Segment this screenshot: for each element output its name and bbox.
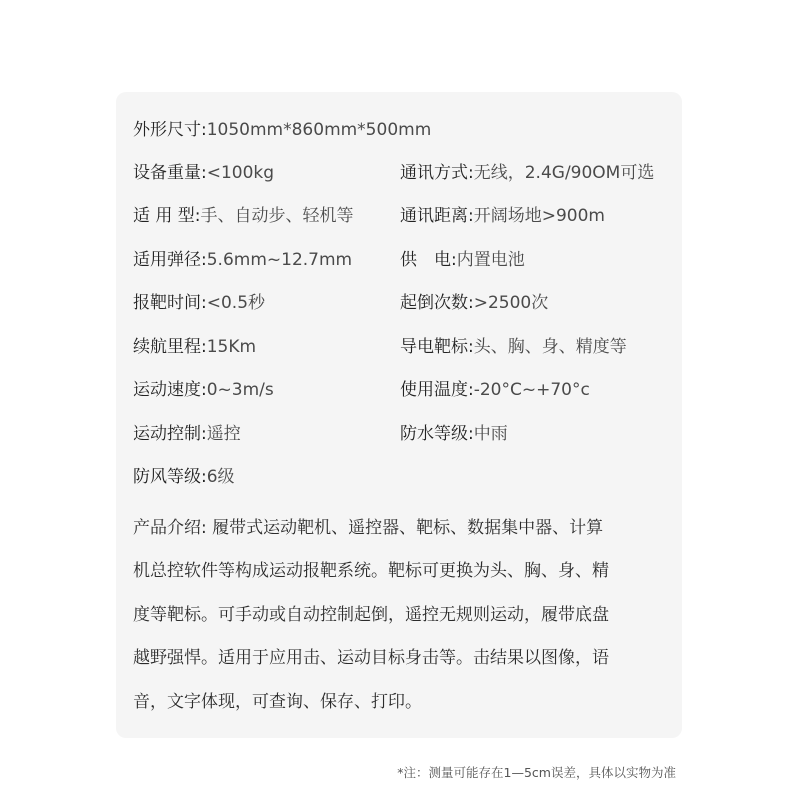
spec-label: 起倒次数:	[400, 293, 474, 313]
spec-label: 适用弹径:	[133, 250, 207, 270]
spec-row-dimensions	[133, 119, 431, 141]
intro-line: 产品介绍: 履带式运动靶机、遥控器、靶标、数据集中器、计算	[133, 518, 604, 538]
spec-row-operating-temperature	[400, 379, 590, 401]
spec-value: <100kg	[206, 163, 275, 183]
spec-row-communication-mode	[400, 162, 654, 184]
spec-row-waterproof-rating	[400, 423, 508, 445]
product-introduction	[133, 507, 668, 724]
spec-label: 防风等级:	[133, 467, 207, 487]
measurement-footnote: *注：测量可能存在1—5cm误差，具体以实物为准	[397, 765, 676, 780]
spec-value: 中雨	[473, 424, 508, 444]
spec-row-wind-rating	[133, 466, 235, 488]
intro-line: 越野强悍。适用于应用击、运动目标身击等。击结果以图像，语	[133, 648, 609, 669]
spec-row-control	[133, 423, 241, 445]
spec-row-conductive-target	[400, 336, 627, 358]
spec-label: 通讯距离:	[400, 206, 474, 226]
intro-line: 度等靶标。可手动或自动控制起倒，遥控无规则运动，履带底盘	[133, 604, 609, 625]
spec-label: 供 电:	[400, 250, 457, 270]
spec-label: 运动控制:	[133, 424, 207, 444]
spec-value: 0~3m/s	[206, 380, 274, 400]
spec-value: 6级	[206, 467, 235, 487]
spec-value: 手、自动步、轻机等	[200, 206, 354, 226]
spec-value: 内置电池	[456, 250, 525, 270]
intro-line: 机总控软件等构成运动报靶系统。靶标可更换为头、胸、身、精	[133, 561, 609, 582]
spec-label: 运动速度:	[133, 380, 207, 400]
spec-row-power-supply	[400, 249, 525, 271]
spec-row-communication-distance	[400, 205, 605, 227]
spec-value: 开阔场地>900m	[473, 206, 605, 226]
spec-row-range	[133, 336, 256, 358]
spec-row-speed	[133, 379, 274, 401]
spec-value: 遥控	[206, 424, 241, 444]
spec-label: 续航里程:	[133, 337, 207, 357]
spec-label: 报靶时间:	[133, 293, 207, 313]
spec-row-cycle-count	[400, 292, 548, 314]
spec-value: 无线，2.4G/90OM可选	[473, 163, 655, 183]
spec-label: 适 用 型:	[133, 206, 201, 226]
spec-label: 使用温度:	[400, 380, 474, 400]
spec-value: 15Km	[206, 337, 257, 357]
intro-line: 音，文字体现，可查询、保存、打印。	[133, 691, 422, 712]
spec-row-weight	[133, 162, 274, 184]
spec-label: 设备重量:	[133, 163, 207, 183]
spec-label: 防水等级:	[400, 424, 474, 444]
spec-row-caliber	[133, 249, 352, 271]
spec-label: 导电靶标:	[400, 337, 474, 357]
spec-row-report-time	[133, 292, 265, 314]
spec-value: >2500次	[473, 293, 549, 313]
spec-label: 通讯方式:	[400, 163, 474, 183]
spec-value: -20°C~+70°c	[473, 380, 590, 400]
spec-label: 外形尺寸:	[133, 120, 207, 140]
spec-value: 1050mm*860mm*500mm	[206, 120, 432, 140]
spec-row-applicable-type	[133, 205, 354, 227]
spec-value: 头、胸、身、精度等	[473, 337, 627, 357]
spec-value: 5.6mm~12.7mm	[206, 250, 353, 270]
spec-value: <0.5秒	[206, 293, 266, 313]
